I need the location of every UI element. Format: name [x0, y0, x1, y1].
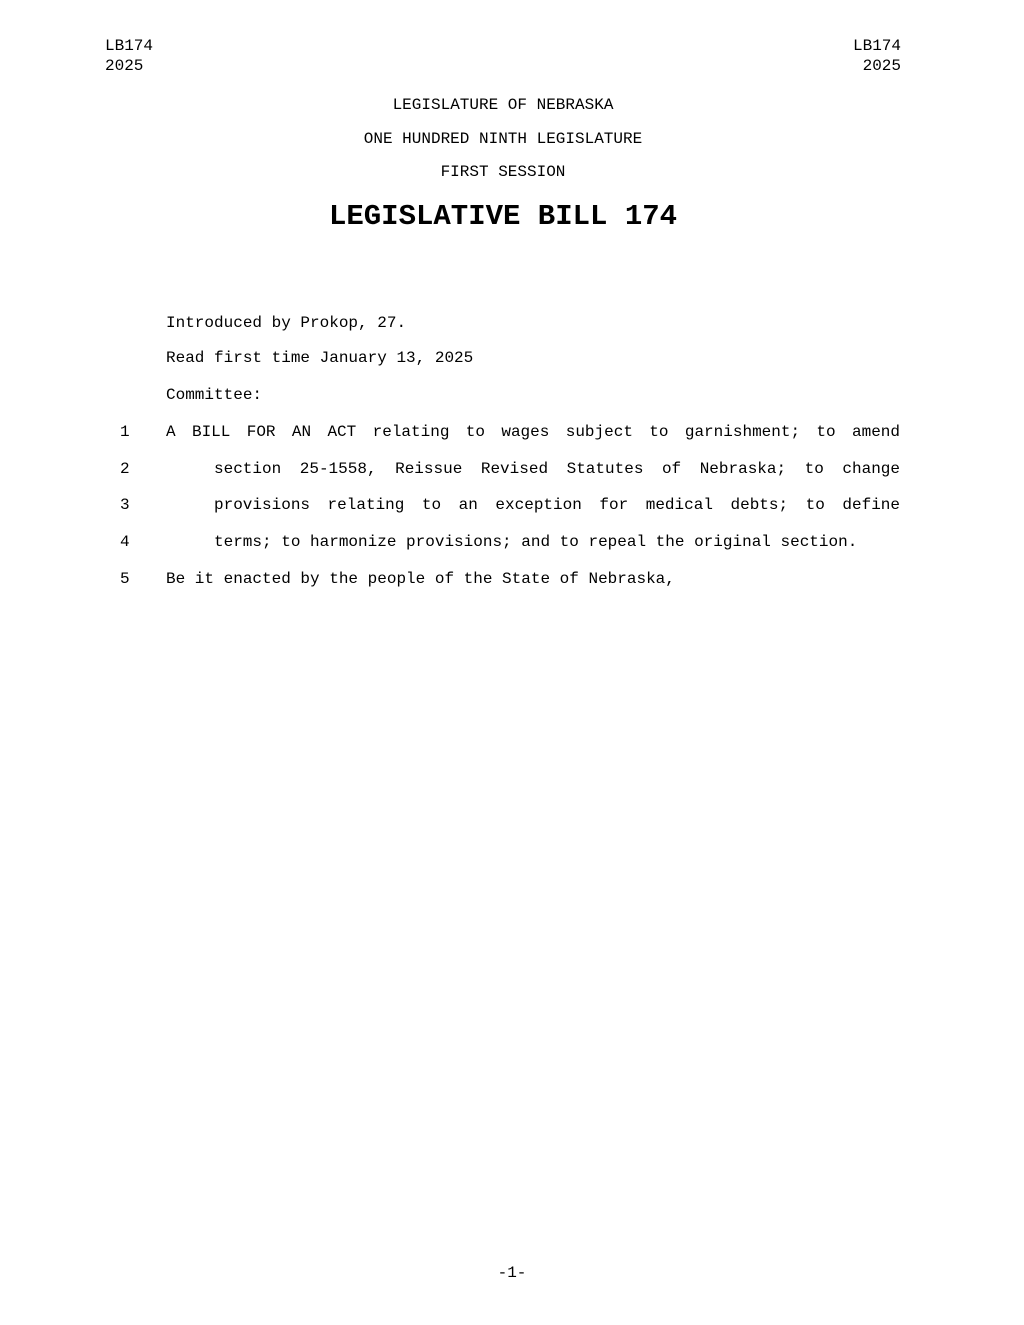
enacting-clause: Be it enacted by the people of the State of Nebraska,	[166, 570, 675, 588]
bill-line: provisions relating to an exception for medical debts; to define	[214, 496, 900, 514]
introduced-by: Introduced by Prokop, 27.	[166, 314, 407, 332]
bill-line: terms; to harmonize provisions; and to repeal the original section.	[214, 533, 858, 551]
header-left-bill: LB174	[105, 37, 154, 55]
page-number: -1-	[497, 1264, 527, 1282]
bill-title: LEGISLATIVE BILL 174	[328, 200, 678, 233]
header-right	[853, 36, 901, 76]
legislature-session-name: ONE HUNDRED NINTH LEGISLATURE	[363, 130, 643, 148]
line-number: 5	[120, 570, 130, 588]
line-number: 1	[120, 423, 130, 441]
header-right-year: 2025	[862, 57, 901, 75]
line-number: 3	[120, 496, 130, 514]
committee-label: Committee:	[166, 386, 263, 404]
header-right-bill: LB174	[852, 37, 901, 55]
line-number: 2	[120, 460, 130, 478]
read-first-time: Read first time January 13, 2025	[166, 349, 474, 367]
line-number: 4	[120, 533, 130, 551]
bill-line: section 25-1558, Reissue Revised Statutes of Nebraska; to change	[214, 460, 900, 478]
legislature-session: FIRST SESSION	[440, 163, 566, 181]
header-left-year: 2025	[105, 57, 144, 75]
header-left	[105, 36, 153, 76]
legislature-name: LEGISLATURE OF NEBRASKA	[392, 96, 614, 114]
bill-line: A BILL FOR AN ACT relating to wages subject to garnishment; to amend	[166, 423, 900, 441]
